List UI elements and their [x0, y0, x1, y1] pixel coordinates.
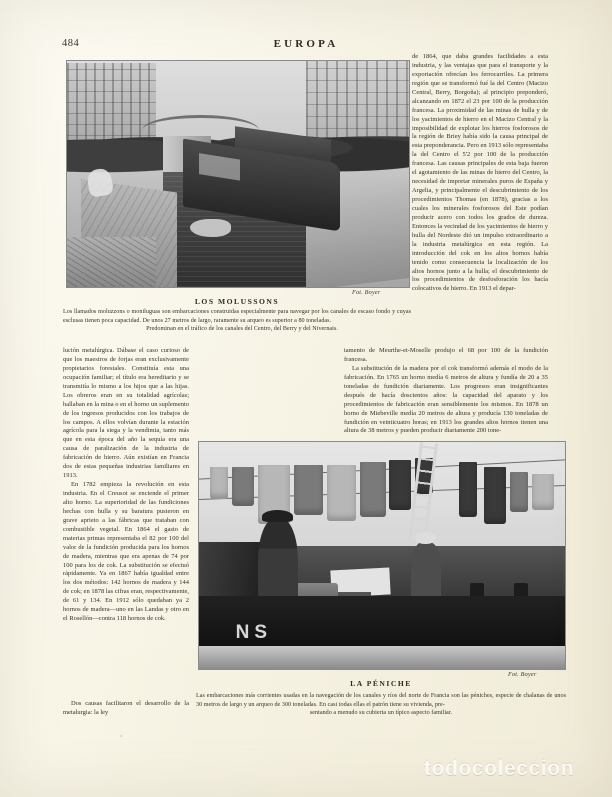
- page-number: 484: [62, 38, 80, 49]
- site-watermark: todocoleccion: [424, 757, 575, 780]
- photo-laundry-item: [294, 465, 323, 515]
- figure-peniche-credit: Fot. Boyer: [508, 671, 537, 678]
- photo-laundry-item: [532, 474, 554, 510]
- page-title: EUROPA: [273, 38, 339, 50]
- paragraph: de 1864, que daba grandes facilidades a esta industria, y las ventajas que para el transporte y la exportación ofrecían los ferrocarriles. La primera región que se transformó fué la del Centro (Macizo Central, Berry, Borgoña); al principio preponderó, alcanzando en 1872 el 23 por 100 de la producción francesa. La proximidad de las minas de hulla y de los yacimientos de hierro en el Macizo Central y la imposibilidad de explotar los hierros fosforosos de la región de Briey había sido la causa principal de esta preponderancia. Pero en 1913 sólo representaba la del Centro el 5'2 por 100 de la producción francesa. Las causas principales de esta baja fueron el agotamiento de las minas de hierro del Centro, la necesidad de importar minerales puros de España y Argelia, y principalmente el descubrimiento de los procedimientos Thomas (en 1878), gracias a los cuales los minerales fosforosos del Este podían producir acero con todos los grados de dureza. Entonces la vecindad de los yacimientos de hierro y hulla del Nordeste dió un impulso extraordinario a la industria metalúrgica en esta región. La introducción del cok en los altos hornos había tenido como consecuencia la localización de los altos hornos junto a la hulla; el descubrimiento de los procedimientos de desfosforación los hacía colocativos de hierro. En 1913 el depar-: [412, 53, 548, 293]
- photo-waterline: [199, 646, 565, 669]
- body-column-left-upper: [63, 347, 189, 624]
- body-column-left-lower: [63, 700, 189, 718]
- body-column-right-lower: [344, 347, 548, 436]
- photo-laundry-item: [510, 472, 528, 513]
- photo-laundry-item: [459, 462, 477, 516]
- paragraph: lución metalúrgica. Dábase el caso curioso de que los maestros de forjas eran exclusivamente propietarios forestales. Constituía esta una ocupación familiar; el título era hereditario y se transmitía lo mismo a los hijos que a las hijas. Los obreros eran en su totalidad agrícolas; hallaban en la mina o en el horno un suplemento de los ingresos producidos con los trabajos de los campos. A ellos volvían durante la estación agrícola para la siega y la vendimia, tanto más que en esta época del año la sequía era una causa de paralización de la industria de fabricación de hierro. Aún existían en Francia dos de estas pequeñas industrias familiares en 1913.: [63, 347, 189, 480]
- paragraph: tamento de Meurthe-et-Moselle produjo el 68 por 100 de la fundición francesa.: [344, 347, 548, 363]
- photo-laundry-item: [232, 467, 254, 506]
- caption-text: Las embarcaciones más corrientes usadas en la navegación de los canales y ríos del norte de Francia son las péniches, especie de chalanas de unos 30 metros de largo y un arqueo de 300 toneladas. En casi todas ellas el patrón tiene su vivienda, pre-: [196, 693, 566, 708]
- figure-peniche-photo: [198, 441, 566, 670]
- caption-text-last: sentando a menudo su cubierta un típico aspecto familiar.: [309, 710, 453, 717]
- figure-canal-lock-photo: [66, 60, 410, 288]
- figure-peniche-caption-title: LA PÉNICHE: [350, 679, 412, 688]
- figure-canal-lock-caption-title: LOS MOLUSSONS: [194, 297, 280, 306]
- photo-cobblestones: [67, 237, 156, 287]
- paragraph: Dos causas facilitaron el desarrollo de la metalurgia: la ley: [63, 700, 189, 716]
- paragraph: En 1782 empieza la revolución en esta industria. En el Creusot se enciende el primer alto horno. La superioridad de las fundiciones hechas con hulla y su baratura pusieron en grave aprieto a las fábricas que trataban con combustible vegetal. En 1864 el gasto de materias primas representaba el 82 por 100 del valor de la fundición producida para los hornos de madera, mientras que era apenas de 74 por 100 para los de cok. La substitución se efectuó rápidamente. Ya en 1867 había igualdad entre los dos métodos: 142 hornos de madera y 144 de cok; en 1878 las cifras eran, respectivamente, de 61 y 134. En 1912 sólo quedaban ya 2 hornos de madera—uno en las Landas y otro en el Rosellón—contra 118 hornos de cok.: [63, 481, 189, 623]
- paragraph: La substitución de la madera por el cok transformó además el modo de la fabricación. En 1765 un horno medía 6 metros de altura y fundía de 20 a 35 toneladas de fundición diariamente. Los progresos eran insignificantes después de hacía doscientos años: la capacidad del aparato y los procedimientos de fabricación eran sensiblemente los mismos. En 1878 un horno de Miebeville medía 20 metros de altura y producía 130 toneladas de fundición en veinticuatro horas; en 1913 los grandes altos hornos tienen una altura de 38 metros y pueden producir diariamente 200 tone-: [344, 364, 548, 435]
- photo-laundry-item: [389, 460, 411, 510]
- photo-laundry-item: [210, 467, 228, 499]
- photo-dinghy: [190, 219, 231, 237]
- caption-text-last: Predominan en el tráfico de los canales del Centro, del Berry y del Nivernais.: [146, 326, 338, 333]
- scan-artifact: [120, 735, 122, 737]
- figure-peniche-caption-body: [196, 692, 566, 718]
- photo-hull-lettering: NS: [235, 622, 272, 644]
- caption-text: Los llamados moluzzons o moniluguas son embarcaciones construidas especialmente para navegar por los canales de escaso fondo y cuyas esclusas tienen poca capacidad. De unos 27 metros de largo, raramente su arqueo es superior a 80 toneladas.: [63, 309, 411, 324]
- photo-laundry-item: [327, 465, 356, 522]
- figure-canal-lock-credit: Fot. Boyer: [352, 289, 381, 296]
- photo-laundry-item: [360, 462, 386, 516]
- photo-laundry-item: [484, 467, 506, 524]
- running-head: [0, 38, 612, 54]
- body-column-right-upper: [412, 53, 548, 294]
- figure-canal-lock-caption-body: [63, 308, 411, 334]
- scan-artifact: [505, 420, 507, 421]
